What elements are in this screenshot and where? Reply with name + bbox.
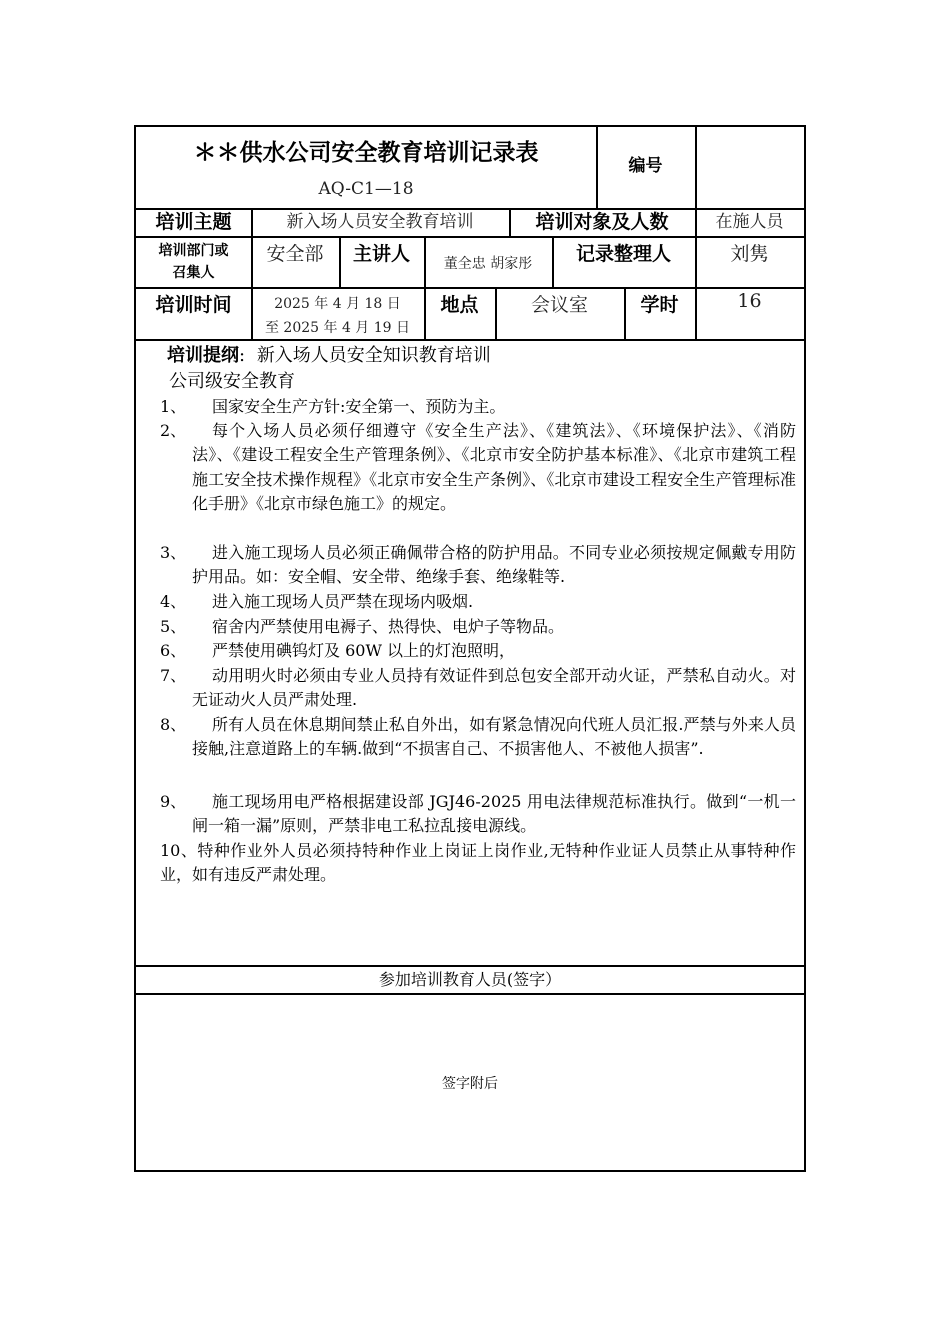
topic-value: 新入场人员安全教育培训	[286, 212, 474, 232]
outline-item	[160, 590, 796, 614]
item-text: 所有人员在休息期间禁止私自外出，如有紧急情况向代班人员汇报.严禁与外来人员接触,注意道路上的车辆.做到“不损害自己、不损害他人、不被他人损害”.	[192, 715, 796, 759]
divider-time	[136, 339, 804, 341]
item-number: 7、	[160, 666, 187, 685]
item-text: 严禁使用碘钨灯及 60W 以上的灯泡照明，	[212, 641, 515, 660]
item-text: 每个入场人员必须仔细遵守《安全生产法》、《建筑法》、《环境保护法》、《消防法》、《建设工程安全生产管理条例》、《北京市安全防护基本标准》、《北京市建筑工程施工安全技术操作规程》《北京市安全生产条例》、《北京市建设工程安全生产管理标准化手册》《北京市绿色施工》的规定。	[192, 421, 796, 514]
time-label: 培训时间	[155, 294, 232, 316]
item-number: 6、	[160, 641, 187, 660]
outline-item	[160, 713, 796, 762]
audience-label: 培训对象及人数	[535, 211, 669, 233]
dept-label-line1: 培训部门或	[158, 243, 229, 259]
hours-value: 16	[737, 290, 762, 312]
outline-item	[160, 664, 796, 713]
outline-heading	[167, 343, 787, 369]
outline-label: 培训提纲	[167, 345, 239, 366]
recorder-value: 刘隽	[730, 243, 769, 265]
outline-item	[160, 839, 796, 888]
dept-label-line2: 召集人	[172, 265, 215, 281]
hours-label: 学时	[640, 294, 679, 316]
item-text: 10、特种作业外人员必须持特种作业上岗证上岗作业,无特种作业证人员禁止从事特种作业，如有违反严肃处理。	[160, 841, 796, 885]
item-text: 进入施工现场人员必须正确佩带合格的防护用品。不同专业必须按规定佩戴专用防护用品。如：安全帽、安全带、绝缘手套、绝缘鞋等.	[192, 543, 796, 587]
item-number: 4、	[160, 592, 187, 611]
speaker-value: 董全忠 胡家彤	[443, 256, 533, 272]
topic-label: 培训主题	[155, 211, 232, 233]
date-end: 至 2025 年 4 月 19 日	[264, 320, 411, 336]
time-value	[251, 292, 424, 340]
item-number: 9、	[160, 792, 187, 811]
speaker-label: 主讲人	[352, 243, 410, 265]
form-title: ＊＊供水公司安全教育培训记录表	[193, 140, 539, 166]
divider-signature-header	[136, 993, 804, 995]
item-number: 1、	[160, 397, 187, 416]
place-label: 地点	[440, 294, 479, 316]
item-text: 宿舍内严禁使用电褥子、热得快、电炉子等物品。	[212, 617, 565, 636]
item-number: 2、	[160, 421, 187, 440]
date-start: 2025 年 4 月 18 日	[274, 296, 401, 312]
outline-section: 公司级安全教育	[169, 371, 295, 392]
signature-header: 参加培训教育人员(签字）	[378, 970, 562, 989]
signature-note: 签字附后	[442, 1076, 498, 1092]
outline-item	[160, 395, 796, 419]
item-text: 施工现场用电严格根据建设部 JGJ46-2025 用电法律规范标准执行。做到“一机一闸一箱一漏”原则，严禁非电工私拉乱接电源线。	[192, 792, 796, 836]
outline-item	[160, 541, 796, 590]
divider-topic	[136, 236, 804, 238]
dept-label	[136, 240, 251, 284]
outline-colon: :	[239, 345, 246, 366]
item-text: 动用明火时必须由专业人员持有效证件到总包安全部开动火证，严禁私自动火。对无证动火人员严肃处理.	[192, 666, 796, 710]
item-number: 8、	[160, 715, 187, 734]
outline-item	[160, 639, 796, 663]
item-text: 国家安全生产方针:安全第一、预防为主。	[212, 397, 506, 416]
number-label: 编号	[628, 156, 663, 176]
item-number: 5、	[160, 617, 187, 636]
outline-item	[160, 419, 796, 517]
outline-item	[160, 615, 796, 639]
audience-value: 在施人员	[715, 212, 784, 232]
outline-subject: 新入场人员安全知识教育培训	[256, 345, 491, 366]
item-text: 进入施工现场人员严禁在现场内吸烟.	[212, 592, 474, 611]
place-value: 会议室	[530, 294, 588, 316]
dept-value: 安全部	[266, 243, 324, 265]
form-code: AQ-C1—18	[318, 179, 414, 199]
outline-item	[160, 790, 796, 839]
recorder-label: 记录整理人	[575, 243, 671, 265]
item-number: 3、	[160, 543, 187, 562]
vline-header-2	[695, 127, 697, 208]
training-record-form	[134, 125, 806, 1172]
divider-dept	[136, 287, 804, 289]
